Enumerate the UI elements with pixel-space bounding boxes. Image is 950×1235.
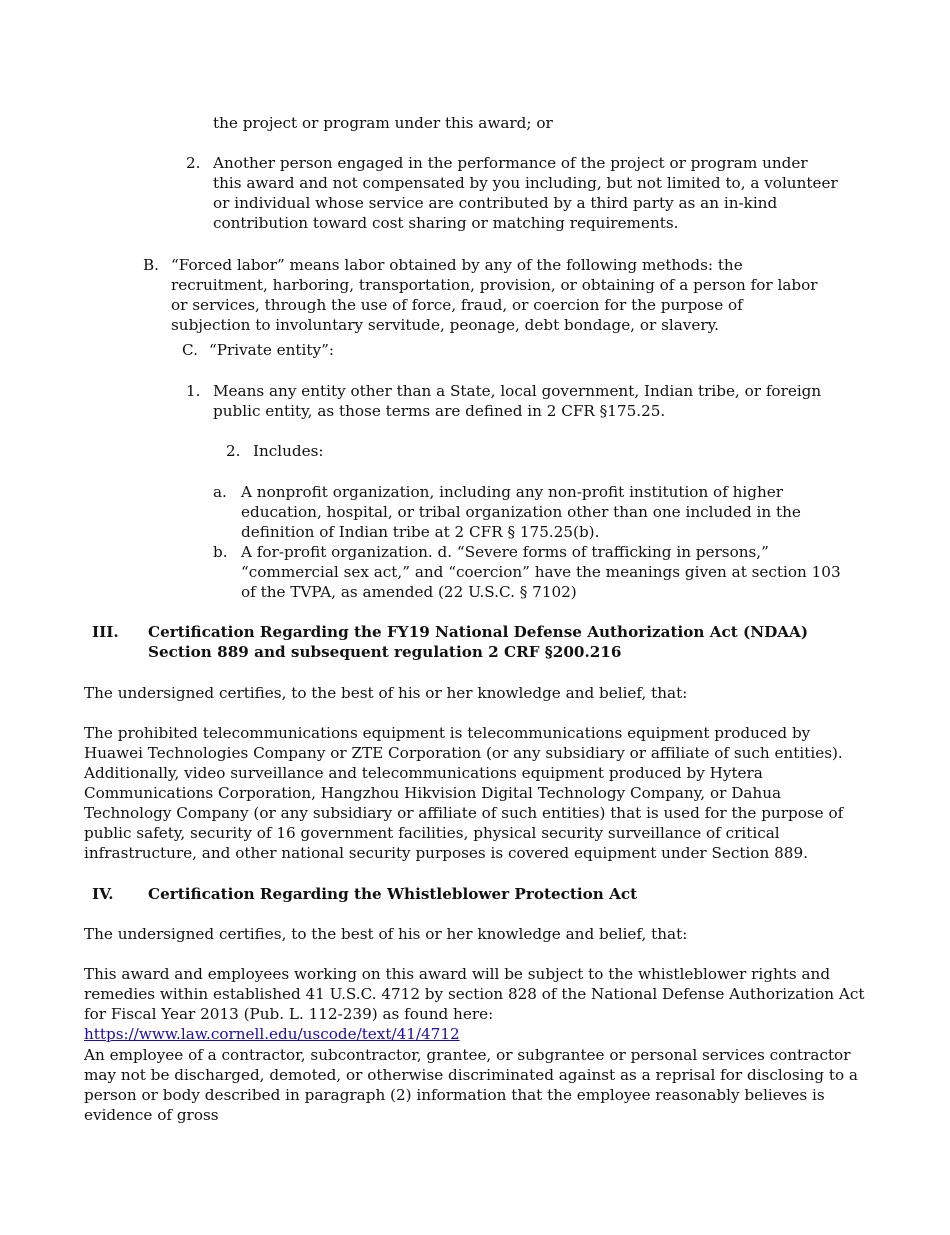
list-number: 2. <box>186 154 201 172</box>
list-number: B. <box>143 256 159 274</box>
list-number: C. <box>182 341 198 359</box>
list-item-text: A for-profit organization. d. “Severe forms of trafficking in persons,” “commercial sex act,” and “coercion” have the meanings given at section 103 of the TVPA, as amended (22 U.S.C. § 7102) <box>241 543 841 601</box>
list-letter: b. <box>213 543 228 561</box>
section-number: III. <box>92 623 119 641</box>
list-item-text: Means any entity other than a State, local government, Indian tribe, or foreign public entity, as those terms are defined in 2 CFR §175.25. <box>213 382 822 420</box>
section-heading: Certification Regarding the Whistleblower Protection Act <box>148 885 638 903</box>
list-item-text: Includes: <box>253 442 324 460</box>
list-item-text: A nonprofit organization, including any non-profit institution of higher education, hospital, or tribal organization other than one included in the definition of Indian tribe at 2 CFR § 175.25(b). <box>241 483 801 541</box>
body-text: This award and employees working on this award will be subject to the whistleblower rights and remedies within established 41 U.S.C. 4712 by section 828 of the National Defense Authorization Act for Fiscal Year 2013 (Pub. L. 112-239) as found here: <box>84 965 865 1023</box>
list-letter: a. <box>213 483 227 501</box>
list-number: 2. <box>226 442 241 460</box>
section-number: IV. <box>92 885 114 903</box>
section-body: The prohibited telecommunications equipment is telecommunications equipment produced by Huawei Technologies Company or ZTE Corporation (or any subsidiary or affiliate of such entities). Additionally, video surveillance and telecommunications equipment produced by Hytera Communications Corporation, Hangzhou Hikvision Digital Technology Company, or Dahua Technology Company (or any subsidiary or affiliate of such entities) that is used for the purpose of public safety, security of 16 government facilities, physical security surveillance of critical infrastructure, and other national security purposes is covered equipment under Section 889. <box>84 724 844 862</box>
cornell-law-link[interactable]: https://www.law.cornell.edu/uscode/text/41/4712 <box>84 1025 460 1043</box>
list-number: 1. <box>186 382 201 400</box>
section-body <box>84 964 869 1044</box>
section-body: An employee of a contractor, subcontractor, grantee, or subgrantee or personal services contractor may not be discharged, demoted, or otherwise discriminated against as a reprisal for disclosing to a person or body described in paragraph (2) information that the employee reasonably believes is evidence of gross <box>84 1046 858 1124</box>
continuation-text: the project or program under this award; or <box>213 114 553 132</box>
certification-intro: The undersigned certifies, to the best of his or her knowledge and belief, that: <box>84 684 688 702</box>
section-heading: Certification Regarding the FY19 National Defense Authorization Act (NDAA) Section 889 and subsequent regulation 2 CRF §200.216 <box>148 623 809 661</box>
definition-private-entity: “Private entity”: <box>209 341 334 359</box>
list-item-text: Another person engaged in the performance of the project or program under this award and not compensated by you including, but not limited to, a volunteer or individual whose service are contributed by a third party as an in-kind contribution toward cost sharing or matching requirements. <box>213 154 838 232</box>
definition-forced-labor: “Forced labor” means labor obtained by any of the following methods: the recruitment, harboring, transportation, provision, or obtaining of a person for labor or services, through the use of force, fraud, or coercion for the purpose of subjection to involuntary servitude, peonage, debt bondage, or slavery. <box>171 256 818 334</box>
certification-intro: The undersigned certifies, to the best of his or her knowledge and belief, that: <box>84 925 688 943</box>
